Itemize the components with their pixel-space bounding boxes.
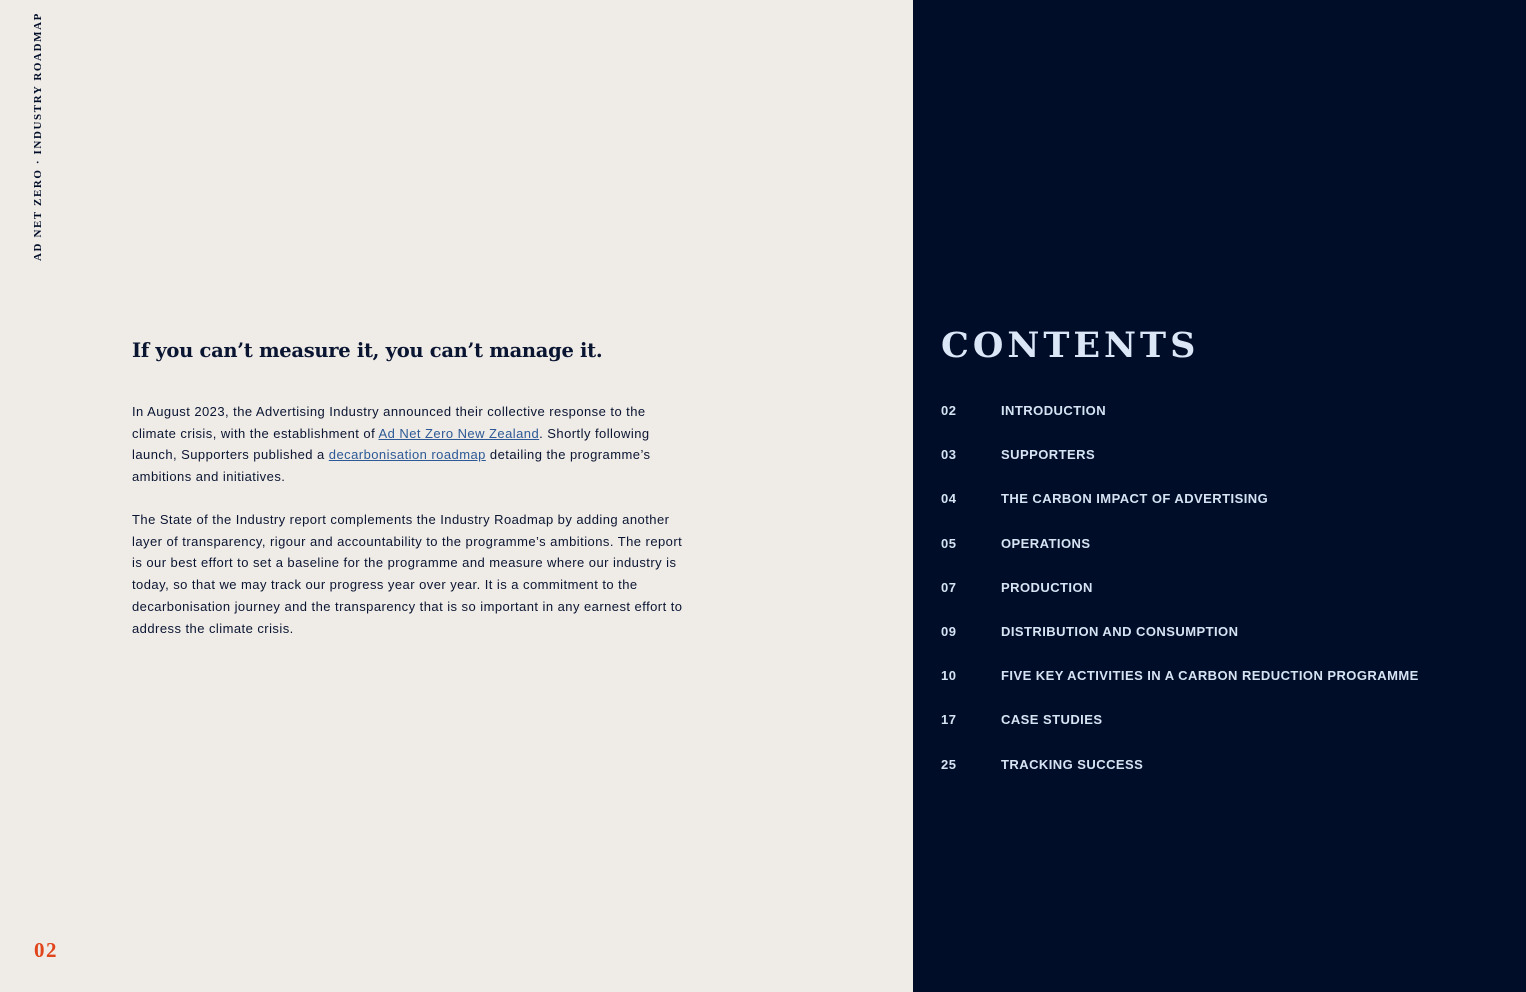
toc-page-number: 10 — [941, 668, 957, 684]
intro-headline: If you can’t measure it, you can’t manage it. — [132, 339, 603, 362]
toc-page-number: 17 — [941, 712, 957, 728]
toc-page-number: 05 — [941, 535, 957, 551]
toc-page-number: 07 — [941, 579, 957, 595]
toc-label: OPERATIONS — [1001, 535, 1091, 551]
toc-label: TRACKING SUCCESS — [1001, 756, 1144, 772]
decarbonisation-roadmap-link[interactable]: decarbonisation roadmap — [328, 447, 486, 463]
vertical-document-label — [31, 12, 45, 263]
toc-label: THE CARBON IMPACT OF ADVERTISING — [1001, 491, 1269, 507]
toc-page-number: 02 — [941, 403, 957, 418]
intro-p1-text-end: detailing the programme’s ambitions and initiatives. — [132, 447, 651, 485]
page-number: 02 — [34, 938, 58, 962]
toc-label: SUPPORTERS — [1001, 447, 1096, 463]
intro-p1-text-start: In August 2023, the Advertising Industry announced their collective response to the climate crisis, with the establishment of — [132, 404, 646, 441]
toc-label: CASE STUDIES — [1001, 712, 1103, 728]
vertical-label-text: AD NET ZERO · INDUSTRY ROADMAP — [32, 12, 44, 261]
toc-label: PRODUCTION — [1001, 579, 1093, 595]
toc-page-number: 04 — [941, 491, 957, 507]
toc-label: INTRODUCTION — [1001, 403, 1107, 418]
toc-page-number: 09 — [941, 623, 957, 639]
intro-paragraph-2: The State of the Industry report complements the Industry Roadmap by adding another layer of transparency, rigour and accountability to the programme’s ambitions. The report is our best effort to set a baseline for the programme and measure where our industry is today, so that we may track our progress year over year. It is a commitment to the decarbonisation journey and the transparency that is so important in any earnest effort to address the climate crisis. — [132, 512, 683, 636]
toc-label: DISTRIBUTION AND CONSUMPTION — [1001, 623, 1239, 639]
ad-net-zero-nz-link[interactable]: Ad Net Zero New Zealand — [378, 425, 540, 441]
intro-p1-text-middle: . Shortly following launch, Supporters published a — [132, 425, 650, 463]
toc-page-number: 03 — [941, 447, 957, 463]
contents-title: CONTENTS — [941, 325, 1200, 366]
toc-page-number: 25 — [941, 756, 957, 772]
toc-label: FIVE KEY ACTIVITIES IN A CARBON REDUCTION PROGRAMME — [1001, 668, 1419, 684]
intro-paragraph-1 — [132, 401, 692, 488]
